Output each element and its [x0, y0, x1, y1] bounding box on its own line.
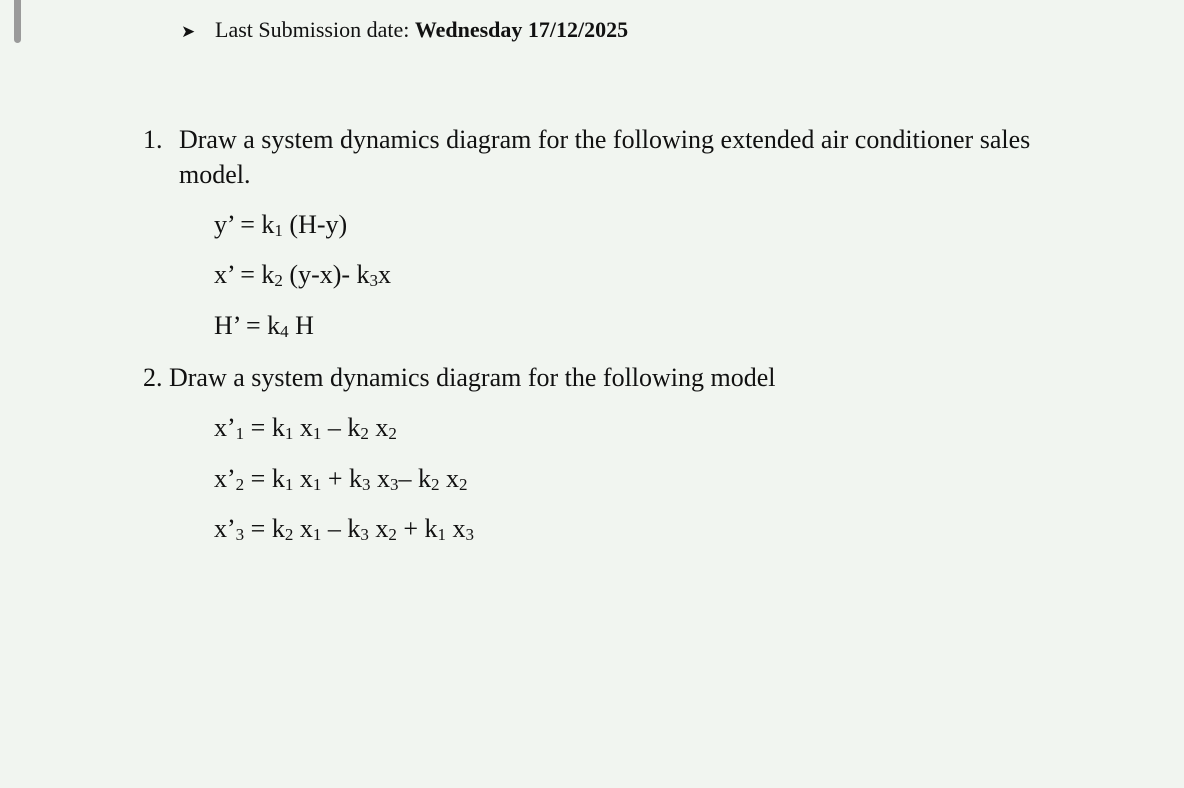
equation-q2-2: $x’_2 = k_1$ $x_1 + k_3$ $x_3-$ $k_2$ $x_2$	[214, 464, 468, 494]
submission-date-line	[181, 16, 628, 46]
equation-q1-3: H’ = $k_4$ H	[214, 311, 314, 341]
submission-label: Last Submission date:	[215, 17, 415, 42]
equation-q1-2: x’ = $k_2$ (y-x)- $k_3x$	[214, 260, 392, 290]
equation-q1-1: y’ = $k_1$ (H-y)	[214, 210, 348, 240]
question-1-number: 1.	[143, 125, 163, 154]
question-2-number: 2.	[143, 363, 163, 392]
question-1-text: Draw a system dynamics diagram for the following extended air conditioner sales model.	[179, 125, 1031, 189]
question-1	[143, 122, 1063, 192]
question-2-text: Draw a system dynamics diagram for the following model	[169, 363, 776, 392]
equation-q2-1: $x’_1 = k_1$ $x_1 - k_2$ $x_2$	[214, 413, 397, 443]
question-2	[143, 360, 776, 395]
equation-q2-3: $x’_3 = k_2$ $x_1 - k_3$ $x_2 + k_1$ $x_3$	[214, 514, 475, 544]
scrollbar-thumb[interactable]	[14, 0, 21, 43]
submission-date: Wednesday 17/12/2025	[414, 17, 629, 42]
arrowhead-bullet-icon: ➤	[181, 22, 196, 41]
